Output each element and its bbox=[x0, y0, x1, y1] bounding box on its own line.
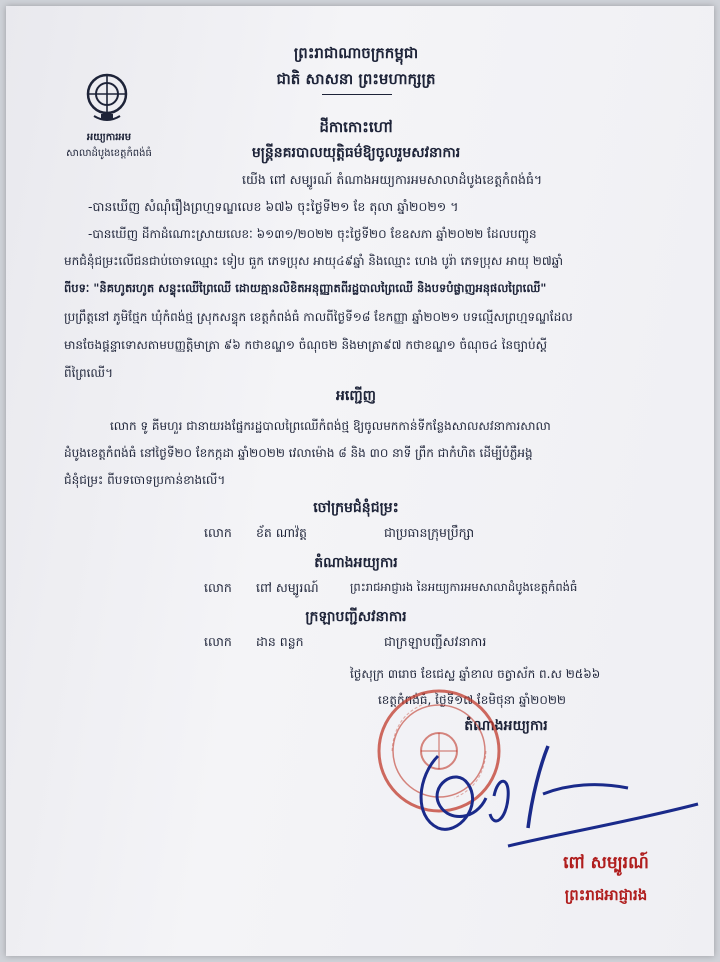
prosecutor-role: ព្រះរាជអាជ្ញារង នៃអយ្យការអមសាលាដំបូងខេត្តកំពង់ធំ bbox=[350, 580, 578, 594]
intro-line: យើង ពៅ សម្បូរណ៍ តំណាងអយ្យការអមសាលាដំបូងខេត្តកំពង់ធំ។ bbox=[242, 172, 543, 187]
signatory-heading: តំណាងអយ្យការ bbox=[464, 718, 548, 734]
judge-name: ខ័ត ណាវ៉ត្ត bbox=[256, 525, 307, 540]
seen-line-3: មកជំនុំជម្រះលើជនជាប់ចោទឈ្មោះ ទៀប ធួក ភេទប្រុស អាយុ៤៩ឆ្នាំ និងឈ្មោះ ហេង បូរ៉ា ភេទប្រុស អាយុ ២៧ឆ្នាំ bbox=[64, 254, 564, 268]
seen-line-1: -បានឃើញ សំណុំរឿងព្រហ្មទណ្ឌលេខ ៦៧៦ ចុះថ្ងៃទី២១ ខែ តុលា ឆ្នាំ២០២១ ។ bbox=[88, 199, 459, 214]
prosecutor-title: លោក bbox=[204, 580, 232, 595]
clerk-heading: ក្រឡាបញ្ជីសវនាការ bbox=[305, 609, 407, 625]
court-label: សាលាដំបូងខេត្តកំពង់ធំ bbox=[66, 148, 152, 159]
seen-line-7: ពីព្រៃឈើ។ bbox=[64, 366, 113, 380]
order-line-2: ដំបូងខេត្តកំពង់ធំ នៅថ្ងៃទី២០ ខែកក្កដា ឆ្នាំ២០២២ វេលាម៉ោង ៨ និង ៣០ នាទី ព្រឹក ជាកំហិត ដើម្បីបំភ្លឺអង្គ bbox=[64, 446, 533, 460]
document-type: ដីកាកោះហៅ bbox=[319, 118, 393, 136]
order-line-1: លោក ទូ គីមហួរ ជានាយរងផ្នែករដ្ឋបាលព្រៃឈើកំពង់ថ្ម ឱ្យចូលមកកាន់ទីកន្លែងសាលសវនាការសាលា bbox=[110, 419, 551, 433]
kingdom-heading: ព្រះរាជាណាចក្រកម្ពុជា bbox=[293, 44, 419, 62]
seen-line-2: -បានឃើញ ដីកាដំណោះស្រាយលេខៈ ៦១៣១/២០២២ ចុះថ្ងៃទី២០ ខែឧសភា ឆ្នាំ២០២២ ដែលបញ្ជូន bbox=[88, 227, 537, 241]
judge-role: ជាប្រធានក្រុមប្រឹក្សា bbox=[384, 525, 475, 540]
judge-title: លោក bbox=[204, 525, 232, 540]
seen-line-6: មានចែងផ្តន្ទាទោសតាមបញ្ញត្តិមាត្រា ៩៦ កថាខណ្ឌ១ ចំណុច២ និងមាត្រា៩៧ កថាខណ្ឌ១ ចំណុច៤ នៃច្បាប់ស្តី bbox=[64, 338, 548, 352]
seen-line-5: ប្រព្រឹត្តនៅ ភូមិថ្មែក ឃុំកំពង់ថ្ម ស្រុកសន្ទុក ខេត្តកំពង់ធំ កាលពីថ្ងៃទី១៨ ខែកញ្ញា ឆ្នាំ២០២១ បទល្មើសព្រហ្មទណ្ឌដែល bbox=[64, 310, 573, 324]
seen-line-4: ពីបទៈ "និគហូតរហូត សន្ទុះឈើព្រៃឈើ ដោយគ្មានលិខិតអនុញ្ញាតពីរដ្ឋបាលព្រៃឈើ និងបទបំផ្លាញអនុផលព្រៃឈើ" bbox=[64, 281, 547, 295]
office-label: អយ្យការអម bbox=[86, 132, 132, 143]
motto-divider bbox=[322, 94, 392, 95]
lunar-date: ថ្ងៃសុក្រ ៣រោច ខែជេស្ឋ ឆ្នាំខាល ចត្វាស័ក ព.ស ២៥៦៦ bbox=[350, 667, 601, 681]
signatory-position: ព្រះរាជអាជ្ញារង bbox=[564, 886, 648, 904]
clerk-name: ដាន ពន្លក bbox=[256, 634, 304, 649]
handwritten-signature-icon bbox=[398, 736, 708, 856]
document-page bbox=[6, 6, 714, 956]
order-line-3: ជំនុំជម្រះ ពីបទចោទប្រកាន់ខាងលើ។ bbox=[64, 473, 226, 487]
signatory-name: ពៅ សម្បូរណ៍ bbox=[563, 853, 649, 873]
prosecutor-heading: តំណាងអយ្យការ bbox=[314, 555, 398, 571]
solar-date: ខេត្តកំពង់ធំ, ថ្ងៃទី១៧ ខែមិថុនា ឆ្នាំ២០២២ bbox=[378, 693, 566, 707]
judge-heading: ចៅក្រមជំនុំជម្រះ bbox=[313, 500, 399, 516]
motto-heading: ជាតិ សាសនា ព្រះមហាក្សត្រ bbox=[276, 70, 436, 88]
court-emblem-icon bbox=[80, 70, 134, 128]
prosecutor-name: ពៅ សម្បូរណ៍ bbox=[256, 580, 319, 595]
order-heading: អញ្ជើញ bbox=[336, 388, 376, 404]
clerk-title: លោក bbox=[204, 634, 232, 649]
document-subtitle: មន្ត្រីនគរបាលយុត្តិធម៌ឱ្យចូលរួមសវនាការ bbox=[251, 145, 461, 161]
clerk-role: ជាក្រឡាបញ្ជីសវនាការ bbox=[384, 634, 487, 649]
